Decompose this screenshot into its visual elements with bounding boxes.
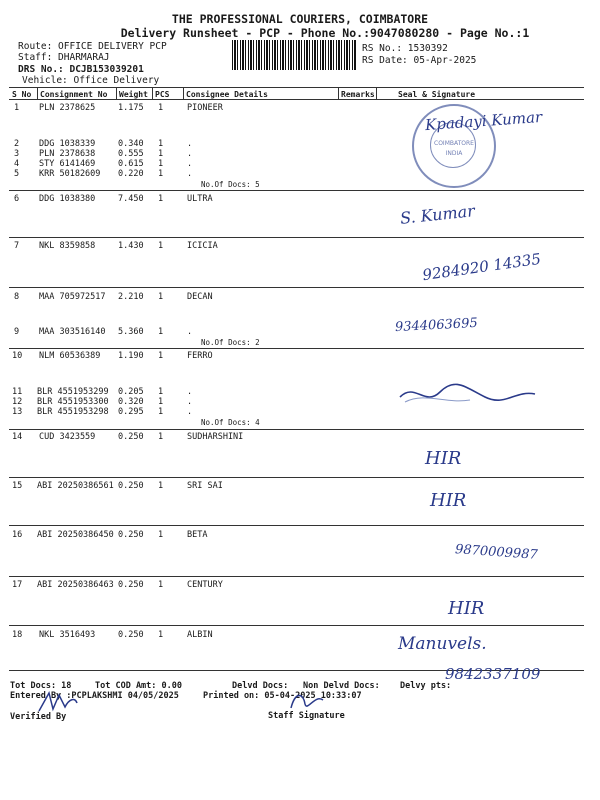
row-weight: 0.205 <box>118 387 144 397</box>
row-sno: 5 <box>14 169 20 179</box>
row-sno: 17 <box>12 580 23 590</box>
row-consignee: . <box>187 149 193 159</box>
drs-number: DRS No.: DCJB153039201 <box>18 64 144 75</box>
docs-count-note: No.Of Docs: 2 <box>201 338 260 347</box>
row-weight: 0.295 <box>118 407 144 417</box>
row-weight: 1.430 <box>118 241 144 251</box>
row-consignee: . <box>187 407 193 417</box>
row-pcs: 1 <box>158 432 164 442</box>
row-consignment: NKL 8359858 <box>39 241 96 251</box>
row-weight: 1.175 <box>118 103 144 113</box>
table-border <box>376 87 377 99</box>
row-consignee: . <box>187 169 193 179</box>
table-border <box>9 287 584 288</box>
row-consignment: MAA 705972517 <box>39 292 106 302</box>
staff-label: Staff: DHARMARAJ <box>18 52 110 63</box>
row-consignee: . <box>187 397 193 407</box>
col-header-remarks: Remarks <box>341 90 375 99</box>
non-delivered-docs: Non Delvd Docs: <box>303 681 380 691</box>
row-pcs: 1 <box>158 159 164 169</box>
rs-date: RS Date: 05-Apr-2025 <box>362 55 477 66</box>
table-border <box>9 576 584 577</box>
col-header-consignment: Consignment No <box>40 90 108 99</box>
table-border <box>9 99 584 100</box>
row-consignment: DDG 1038339 <box>39 139 96 149</box>
row-consignment: NLM 60536389 <box>39 351 101 361</box>
row-consignee: FERRO <box>187 351 213 361</box>
seal-text: INDIA <box>445 150 463 157</box>
row-weight: 0.615 <box>118 159 144 169</box>
row-pcs: 1 <box>158 194 164 204</box>
row-weight: 0.250 <box>118 530 144 540</box>
table-border <box>9 237 584 238</box>
verifier-scribble-icon <box>35 687 80 717</box>
row-weight: 5.360 <box>118 327 144 337</box>
row-pcs: 1 <box>158 530 164 540</box>
signature-row-16: 9870009987 <box>454 542 539 563</box>
row-consignment: BLR 4551953299 <box>37 387 109 397</box>
row-weight: 0.250 <box>118 630 144 640</box>
signature-row-17: HIR <box>448 598 485 619</box>
table-border <box>9 348 584 349</box>
row-sno: 3 <box>14 149 20 159</box>
row-weight: 2.210 <box>118 292 144 302</box>
col-header-pcs: PCS <box>155 90 170 99</box>
row-consignment: BLR 4551953298 <box>37 407 109 417</box>
row-consignee: SRI SAI <box>187 481 223 491</box>
row-pcs: 1 <box>158 103 164 113</box>
row-consignee: . <box>187 139 193 149</box>
row-consignment: NKL 3516493 <box>39 630 96 640</box>
row-consignment: KRR 50182609 <box>39 169 101 179</box>
row-pcs: 1 <box>158 630 164 640</box>
delivery-points: Delvy pts: <box>400 681 452 691</box>
row-consignment: BLR 4551953300 <box>37 397 109 407</box>
delivered-docs: Delvd Docs: <box>232 681 289 691</box>
row-sno: 4 <box>14 159 20 169</box>
route-label: Route: OFFICE DELIVERY PCP <box>18 41 167 52</box>
signature-row-7: 9284920 14335 <box>421 249 542 285</box>
row-sno: 2 <box>14 139 20 149</box>
signature-row-9: 9344063695 <box>394 315 479 336</box>
row-pcs: 1 <box>158 327 164 337</box>
barcode-image <box>232 40 357 70</box>
total-cod-amount: Tot COD Amt: 0.00 <box>95 681 182 691</box>
row-sno: 1 <box>14 103 20 113</box>
row-weight: 0.250 <box>118 580 144 590</box>
row-consignee: . <box>187 159 193 169</box>
signature-row-1: Kpadayi Kumar <box>424 107 543 135</box>
verified-by-label: Verified By <box>10 712 67 722</box>
signature-row-15: HIR <box>430 490 467 511</box>
row-consignee: CENTURY <box>187 580 223 590</box>
row-weight: 0.320 <box>118 397 144 407</box>
row-pcs: 1 <box>158 139 164 149</box>
row-sno: 15 <box>12 481 23 491</box>
scribble-signature-icon <box>395 372 565 412</box>
row-weight: 0.340 <box>118 139 144 149</box>
row-weight: 0.555 <box>118 149 144 159</box>
table-border <box>183 87 184 99</box>
company-title: THE PROFESSIONAL COURIERS, COIMBATORE <box>171 12 429 26</box>
table-border <box>37 87 38 99</box>
col-header-seal: Seal & Signature <box>398 90 476 99</box>
table-border <box>152 87 153 99</box>
seal-text: COIMBATORE <box>434 140 474 147</box>
table-border <box>9 525 584 526</box>
table-border <box>9 190 584 191</box>
row-consignment: MAA 303516140 <box>39 327 106 337</box>
total-docs: Tot Docs: 18 <box>10 681 72 691</box>
row-sno: 16 <box>12 530 23 540</box>
row-pcs: 1 <box>158 481 164 491</box>
table-border <box>9 429 584 430</box>
row-pcs: 1 <box>158 169 164 179</box>
row-pcs: 1 <box>158 241 164 251</box>
runsheet-subtitle: Delivery Runsheet - PCP - Phone No.:9047080280 - Page No.:1 <box>120 26 530 40</box>
row-consignment: ABI 20250386561 <box>37 481 114 491</box>
row-pcs: 1 <box>158 149 164 159</box>
row-pcs: 1 <box>158 580 164 590</box>
table-border <box>9 87 584 88</box>
row-sno: 6 <box>14 194 20 204</box>
row-consignment: PLN 2378638 <box>39 149 96 159</box>
row-consignment: ABI 20250386450 <box>37 530 114 540</box>
row-pcs: 1 <box>158 351 164 361</box>
row-pcs: 1 <box>158 397 164 407</box>
signature-row-6: S. Kumar <box>399 201 476 228</box>
row-pcs: 1 <box>158 407 164 417</box>
row-consignee: ICICIA <box>187 241 218 251</box>
signature-row-14: HIR <box>425 448 462 469</box>
col-header-sno: S No <box>12 90 32 99</box>
docs-count-note: No.Of Docs: 4 <box>201 418 260 427</box>
table-border <box>116 87 117 99</box>
row-consignee: ULTRA <box>187 194 213 204</box>
row-weight: 7.450 <box>118 194 144 204</box>
row-sno: 8 <box>14 292 20 302</box>
row-consignee: DECAN <box>187 292 213 302</box>
row-sno: 13 <box>12 407 23 417</box>
vehicle-label: Vehicle: Office Delivery <box>22 75 160 86</box>
row-weight: 1.190 <box>118 351 144 361</box>
row-sno: 10 <box>12 351 23 361</box>
row-consignee: . <box>187 327 193 337</box>
row-consignment: CUD 3423559 <box>39 432 96 442</box>
row-consignment: ABI 20250386463 <box>37 580 114 590</box>
row-sno: 18 <box>12 630 23 640</box>
row-weight: 0.220 <box>118 169 144 179</box>
row-sno: 14 <box>12 432 23 442</box>
row-weight: 0.250 <box>118 481 144 491</box>
staff-signature-label: Staff Signature <box>268 711 345 721</box>
row-pcs: 1 <box>158 292 164 302</box>
row-consignee: . <box>187 387 193 397</box>
row-sno: 7 <box>14 241 20 251</box>
staff-scribble-icon <box>285 686 330 716</box>
docs-count-note: No.Of Docs: 5 <box>201 180 260 189</box>
row-consignee: BETA <box>187 530 208 540</box>
signature-phone-18: 9842337109 <box>445 665 541 683</box>
signature-row-18: Manuvels. <box>398 634 487 654</box>
row-consignment: PLN 2378625 <box>39 103 96 113</box>
rs-number: RS No.: 1530392 <box>362 43 448 54</box>
row-consignee: ALBIN <box>187 630 213 640</box>
printed-on: Printed on: 05-04-2025 10:33:07 <box>203 691 362 701</box>
table-border <box>9 625 584 626</box>
col-header-weight: Weight <box>119 90 148 99</box>
row-sno: 12 <box>12 397 23 407</box>
row-sno: 11 <box>12 387 23 397</box>
table-border <box>338 87 339 99</box>
row-consignee: SUDHARSHINI <box>187 432 244 442</box>
row-consignment: DDG 1038380 <box>39 194 96 204</box>
row-sno: 9 <box>14 327 20 337</box>
row-weight: 0.250 <box>118 432 144 442</box>
entered-by: Entered By :PCPLAKSHMI 04/05/2025 <box>10 691 179 701</box>
col-header-consignee: Consignee Details <box>186 90 268 99</box>
table-border <box>9 477 584 478</box>
row-consignee: PIONEER <box>187 103 223 113</box>
row-pcs: 1 <box>158 387 164 397</box>
row-consignment: STY 6141469 <box>39 159 96 169</box>
